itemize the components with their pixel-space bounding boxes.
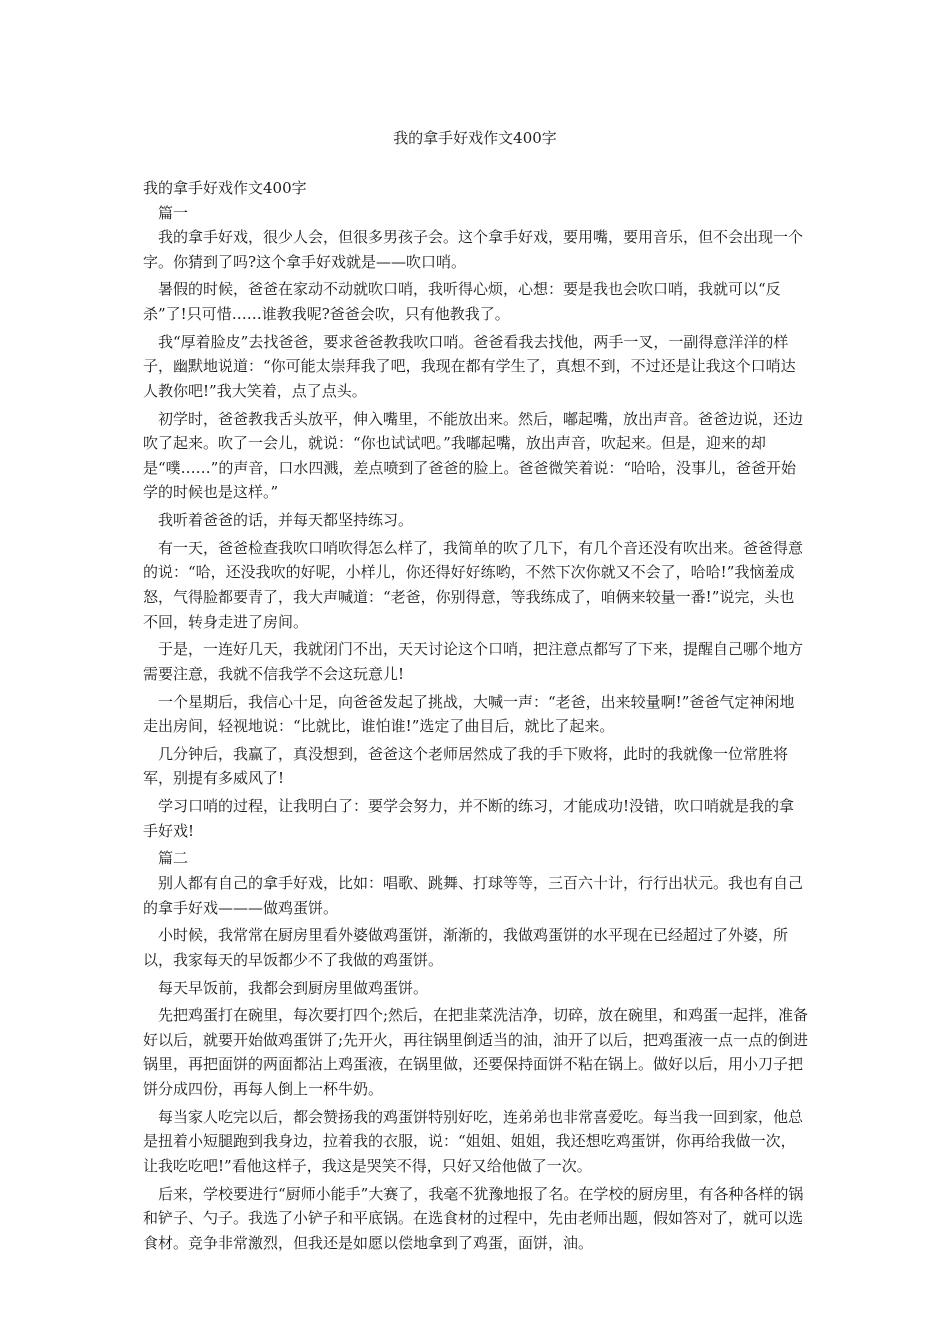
paragraph: 先把鸡蛋打在碗里，每次要打四个;然后，在把韭菜洗洁净，切碎，放在碗里，和鸡蛋一起拌，准备好以后，就要开始做鸡蛋饼了;先开火，再往锅里倒适当的油，油开了以后，把鸡蛋液一点一点的倒进锅里，再把面饼的两面都沾上鸡蛋液，在锅里做，还要保持面饼不粘在锅上。做好以后，用小刀子把饼分成四份，再每人倒上一杯牛奶。 (143, 1006, 809, 1098)
section-label: 篇一 (158, 203, 189, 222)
paragraph: 每当家人吃完以后，都会赞扬我的鸡蛋饼特别好吃，连弟弟也非常喜爱吃。每当我一回到家，他总是扭着小短腿跑到我身边，拉着我的衣服，说：“姐姐、姐姐，我还想吃鸡蛋饼，你再给我做一次，让我吃吃吧!”看他这样子，我这是哭笑不得，只好又给他做了一次。 (143, 1107, 804, 1175)
paragraph: 我的拿手好戏，很少人会，但很多男孩子会。这个拿手好戏，要用嘴，要用音乐，但不会出现一个字。你猜到了吗?这个拿手好戏就是——吹口哨。 (143, 228, 804, 271)
document-title: 我的拿手好戏作文400字 (393, 129, 557, 147)
paragraph: 我听着爸爸的话，并每天都坚持练习。 (158, 511, 414, 530)
paragraph: 几分钟后，我赢了，真没想到，爸爸这个老师居然成了我的手下败将，此时的我就像一位常胜将军，别提有多威风了! (143, 744, 789, 788)
paragraph: 初学时，爸爸教我舌头放平，伸入嘴里，不能放出来。然后，嘟起嘴，放出声音。爸爸边说，还边吹了起来。吹了一会儿，就说：“你也试试吧。”我嘟起嘴，放出声音，吹起来。但是，迎来的却是“噗……”的声音，口水四溅，差点喷到了爸爸的脸上。爸爸微笑着说：“哈哈，没事儿，爸爸开始学的时候也是这样。” (143, 409, 804, 502)
paragraph: 暑假的时候，爸爸在家动不动就吹口哨，我听得心烦，心想：要是我也会吹口哨，我就可以“反杀”了!只可惜……谁教我呢?爸爸会吹，只有他教我了。 (143, 280, 781, 324)
paragraph: 有一天，爸爸检查我吹口哨吹得怎么样了，我简单的吹了几下，有几个音还没有吹出来。爸爸得意的说：“哈，还没我吹的好呢，小样儿，你还得好好练哟，不然下次你就又不会了，哈哈!”我恼羞成怒，气得脸都要青了，我大声喊道：“老爸，你别得意，等我练成了，咱俩来较量一番!”说完，头也不回，转身走进了房间。 (143, 538, 804, 631)
paragraph: 我“厚着脸皮”去找爸爸，要求爸爸教我吹口哨。爸爸看我去找他，两手一叉，一副得意洋洋的样子，幽默地说道：“你可能太崇拜我了吧，我现在都有学生了，真想不到，不过还是让我这个口哨达人教你吧!”我大笑着，点了点头。 (143, 332, 796, 400)
paragraph: 一个星期后，我信心十足，向爸爸发起了挑战，大喊一声：“老爸，出来较量啊!”爸爸气定神闲地走出房间，轻视地说：“比就比，谁怕谁!”选定了曲目后，就比了起来。 (143, 692, 795, 736)
essay-heading: 我的拿手好戏作文400字 (143, 179, 307, 197)
paragraph: 小时候，我常常在厨房里看外婆做鸡蛋饼，渐渐的，我做鸡蛋饼的水平现在已经超过了外婆，所以，我家每天的早饭都少不了我做的鸡蛋饼。 (143, 926, 789, 969)
paragraph: 学习口哨的过程，让我明白了：要学会努力，并不断的练习，才能成功!没错，吹口哨就是我的拿手好戏! (143, 797, 795, 840)
paragraph: 每天早饭前，我都会到厨房里做鸡蛋饼。 (158, 978, 429, 997)
paragraph: 后来，学校要进行“厨师小能手”大赛了，我毫不犹豫地报了名。在学校的厨房里，有各种各样的锅和铲子、勺子。我选了小铲子和平底锅。在选食材的过程中，先由老师出题，假如答对了，就可以选食材。竞争非常激烈，但我还是如愿以偿地拿到了鸡蛋，面饼，油。 (143, 1184, 804, 1252)
paragraph: 于是，一连好几天，我就闭门不出，天天讨论这个口哨，把注意点都写了下来，提醒自己哪个地方需要注意，我就不信我学不会这玩意儿! (143, 640, 804, 683)
paragraph: 别人都有自己的拿手好戏，比如：唱歌、跳舞、打球等等，三百六十计，行行出状元。我也有自己的拿手好戏———做鸡蛋饼。 (143, 873, 804, 917)
document-body (143, 176, 809, 1258)
essay-sections (143, 201, 809, 1256)
section-label: 篇二 (158, 849, 189, 868)
